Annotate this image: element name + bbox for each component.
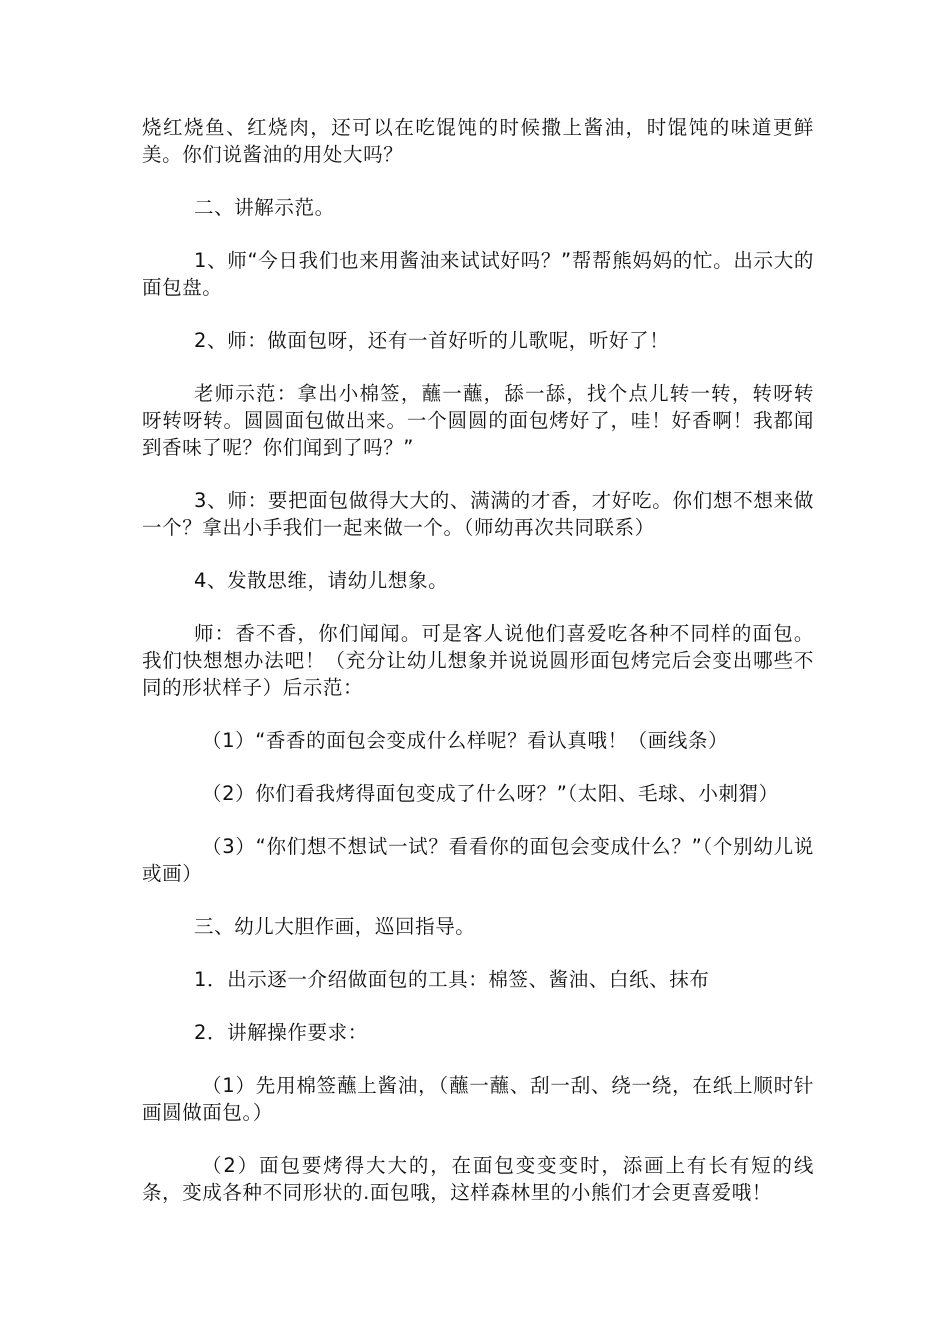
paragraph-sub-1: （1）“香香的面包会变成什么样呢？看认真哦！（画线条） — [202, 729, 729, 752]
section-heading-2: 二、讲解示范。 — [194, 196, 335, 219]
paragraph-sub-2: （2）你们看我烤得面包变成了什么呀？”（太阳、毛球、小刺猬） — [202, 782, 779, 805]
paragraph-requirement-2: （2）面包要烤得大大的，在面包变变变时，添画上有长有短的线条，变成各种不同形状的.面包哦，这样森林里的小熊们才会更喜爱哦！ — [142, 1154, 814, 1204]
paragraph-sub-3: （3）“你们想不想试一试？看看你的面包会变成什么？”（个别幼儿说或画） — [142, 835, 814, 885]
paragraph-tools: 1．出示逐一介绍做面包的工具：棉签、酱油、白纸、抹布 — [194, 968, 710, 991]
paragraph-step-2: 2、师：做面包呀，还有一首好听的儿歌呢，听好了！ — [194, 329, 670, 352]
paragraph-step-3: 3、师：要把面包做得大大的、满满的才香，才好吃。你们想不想来做一个？拿出小手我们一起来做一个。（师幼再次共同联系） — [142, 489, 814, 539]
paragraph-step-1: 1、师“今日我们也来用酱油来试试好吗？”帮帮熊妈妈的忙。出示大的面包盘。 — [142, 249, 814, 299]
paragraph-teacher-question: 师：香不香，你们闻闻。可是客人说他们喜爱吃各种不同样的面包。我们快想想办法吧！（充分让幼儿想象并说说圆形面包烤完后会变出哪些不同的形状样子）后示范： — [142, 622, 814, 699]
paragraph-continuation: 烧红烧鱼、红烧肉，还可以在吃馄饨的时候撒上酱油，时馄饨的味道更鲜美。你们说酱油的用处大吗？ — [142, 116, 814, 166]
paragraph-step-4: 4、发散思维，请幼儿想象。 — [194, 569, 449, 592]
paragraph-teacher-demo: 老师示范：拿出小棉签，蘸一蘸，舔一舔，找个点儿转一转，转呀转呀转呀转。圆圆面包做出来。一个圆圆的面包烤好了，哇！好香啊！我都闻到香味了呢？你们闻到了吗？” — [142, 382, 814, 459]
paragraph-requirement-1: （1）先用棉签蘸上酱油，（蘸一蘸、刮一刮、绕一绕，在纸上顺时针画圆做面包。） — [142, 1074, 814, 1124]
document-body — [142, 114, 814, 1232]
section-heading-3: 三、幼儿大胆作画，巡回指导。 — [194, 915, 476, 938]
paragraph-requirements: 2．讲解操作要求： — [194, 1021, 368, 1044]
